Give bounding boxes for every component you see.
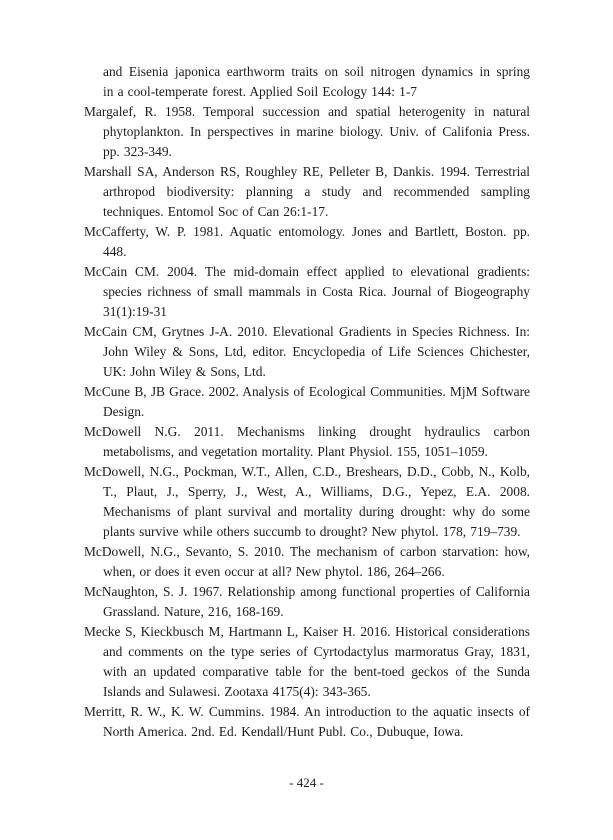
reference-line: and Eisenia japonica earthworm traits on soil nitrogen dynamics in spring	[103, 64, 530, 79]
reference-entry	[84, 322, 530, 382]
reference-entry	[84, 102, 530, 162]
reference-line: techniques. Entomol Soc of Can 26:1-17.	[103, 204, 329, 219]
reference-entry	[84, 162, 530, 222]
reference-line: McCain CM, Grytnes J-A. 2010. Elevational Gradients in Species Richness. In:	[84, 324, 530, 339]
reference-line: Marshall SA, Anderson RS, Roughley RE, Pelleter B, Dankis. 1994. Terrestrial	[84, 164, 530, 179]
reference-line: McCune B, JB Grace. 2002. Analysis of Ecological Communities. MjM Software	[84, 384, 530, 399]
reference-line: pp. 323-349.	[103, 144, 172, 159]
reference-entry	[84, 702, 530, 742]
reference-line: McNaughton, S. J. 1967. Relationship among functional properties of California	[84, 584, 530, 599]
reference-line: arthropod biodiversity: planning a study and recommended sampling	[103, 184, 530, 199]
reference-entry	[84, 462, 530, 542]
reference-line: Mechanisms of plant survival and mortality during drought: why do some	[103, 504, 530, 519]
reference-line: McDowell, N.G., Pockman, W.T., Allen, C.D., Breshears, D.D., Cobb, N., Kolb,	[84, 464, 530, 479]
reference-entry	[84, 622, 530, 702]
reference-line: Grassland. Nature, 216, 168-169.	[103, 604, 284, 619]
references-list	[84, 62, 530, 742]
reference-line: McDowell N.G. 2011. Mechanisms linking drought hydraulics carbon	[84, 424, 530, 439]
reference-line: with an updated comparative table for the bent-toed geckos of the Sunda	[103, 664, 530, 679]
reference-line: T., Plaut, J., Sperry, J., West, A., Williams, D.G., Yepez, E.A. 2008.	[103, 484, 530, 499]
reference-line: 31(1):19-31	[103, 304, 167, 319]
reference-line: John Wiley & Sons, Ltd, editor. Encyclopedia of Life Sciences Chichester,	[103, 344, 530, 359]
reference-line: Islands and Sulawesi. Zootaxa 4175(4): 343-365.	[103, 684, 371, 699]
reference-line: plants survive while others succumb to drought? New phytol. 178, 719–739.	[103, 524, 521, 539]
reference-line: McCain CM. 2004. The mid-domain effect applied to elevational gradients:	[84, 264, 530, 279]
reference-line: Merritt, R. W., K. W. Cummins. 1984. An introduction to the aquatic insects of	[84, 704, 530, 719]
reference-line: and comments on the type series of Cyrtodactylus marmoratus Gray, 1831,	[103, 644, 530, 659]
reference-line: in a cool-temperate forest. Applied Soil Ecology 144: 1-7	[103, 84, 417, 99]
reference-entry	[84, 422, 530, 462]
reference-line: UK: John Wiley & Sons, Ltd.	[103, 364, 266, 379]
reference-line: North America. 2nd. Ed. Kendall/Hunt Publ. Co., Dubuque, Iowa.	[103, 724, 464, 739]
reference-line: species richness of small mammals in Costa Rica. Journal of Biogeography	[103, 284, 530, 299]
reference-line: 448.	[103, 244, 127, 259]
reference-line: metabolisms, and vegetation mortality. Plant Physiol. 155, 1051–1059.	[103, 444, 488, 459]
reference-entry	[84, 262, 530, 322]
reference-entry	[84, 62, 530, 102]
reference-line: Margalef, R. 1958. Temporal succession and spatial heterogenity in natural	[84, 104, 530, 119]
reference-line: Mecke S, Kieckbusch M, Hartmann L, Kaiser H. 2016. Historical considerations	[84, 624, 530, 639]
reference-entry	[84, 382, 530, 422]
reference-entry	[84, 222, 530, 262]
reference-line: phytoplankton. In perspectives in marine biology. Univ. of Califonia Press.	[103, 124, 530, 139]
reference-line: when, or does it even occur at all? New phytol. 186, 264–266.	[103, 564, 445, 579]
reference-line: McDowell, N.G., Sevanto, S. 2010. The mechanism of carbon starvation: how,	[84, 544, 530, 559]
reference-line: McCafferty, W. P. 1981. Aquatic entomology. Jones and Bartlett, Boston. pp.	[84, 224, 530, 239]
page-number: - 424 -	[289, 775, 324, 790]
reference-line: Design.	[103, 404, 145, 419]
reference-entry	[84, 542, 530, 582]
reference-entry	[84, 582, 530, 622]
